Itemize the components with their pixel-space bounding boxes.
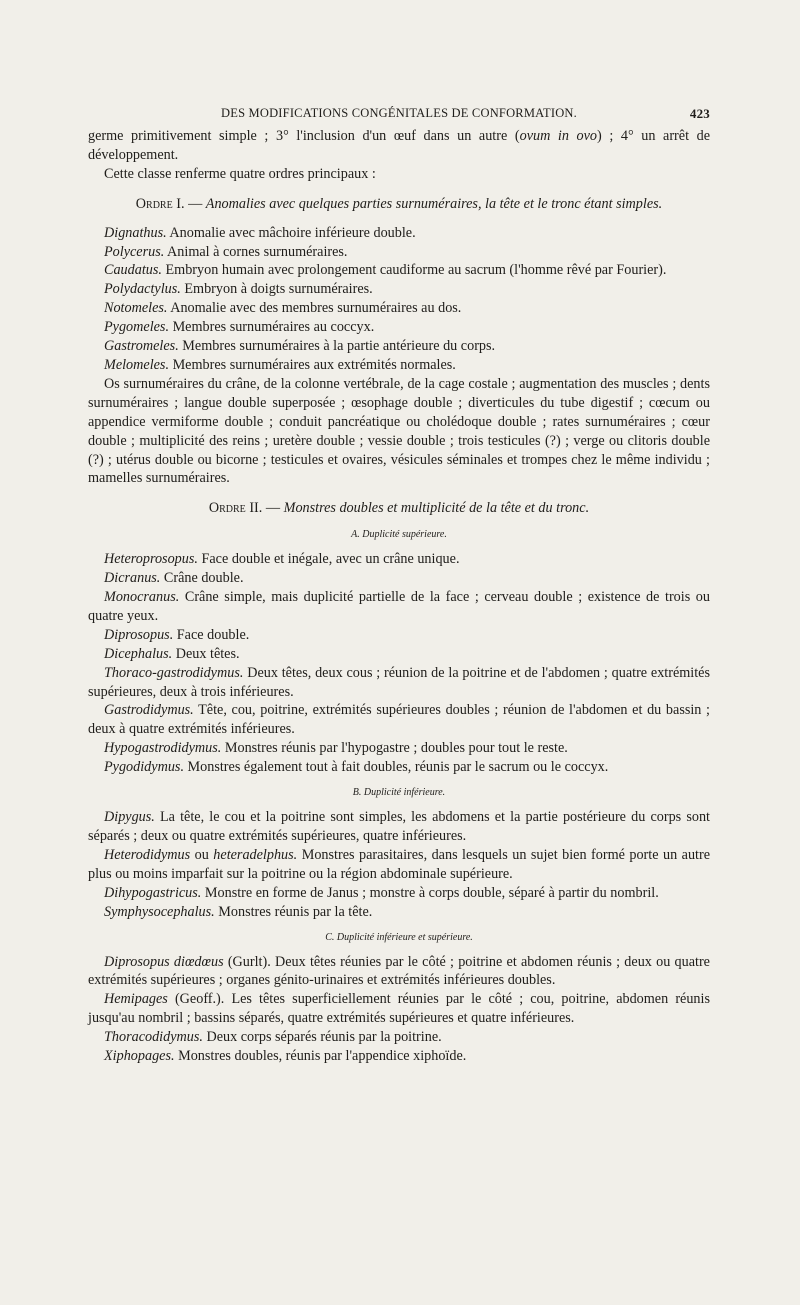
intro-line: Cette classe renferme quatre ordres principaux :: [104, 165, 376, 182]
text-body: [88, 127, 710, 1066]
list-item: Thoracodidymus. Deux corps séparés réunis par la poitrine.: [104, 1029, 442, 1046]
list-item: Caudatus. Embryon humain avec prolongement caudiforme au sacrum (l'homme rêvé par Fourier).: [104, 262, 667, 279]
list-item: Hypogastrodidymus. Monstres réunis par l'hypogastre ; doubles pour tout le reste.: [104, 740, 568, 757]
page-number: 423: [689, 106, 710, 121]
list-item: Symphysocephalus. Monstres réunis par la tête.: [104, 903, 373, 920]
list-item: Pygodidymus. Monstres également tout à fait doubles, réunis par le sacrum ou le coccyx.: [104, 759, 609, 776]
list-item: Hemipages (Geoff.). Les têtes superficiellement réunies par le côté ; cou, poitrine, abdomen réunis jusqu'au nombril ; bassins séparés, quatre extrémités supérieures et quatre inférieures.: [88, 991, 710, 1027]
list-item: Notomeles. Anomalie avec des membres surnuméraires au dos.: [104, 300, 462, 317]
order-1-list: [88, 224, 710, 375]
list-item: Dignathus. Anomalie avec mâchoire inférieure double.: [104, 224, 416, 241]
section-c-list: [88, 953, 710, 1066]
list-item: Thoraco-gastrodidymus. Deux têtes, deux cous ; réunion de la poitrine et de l'abdomen ; quatre extrémités supérieures, deux à trois inférieures.: [88, 664, 710, 700]
section-a-heading: A. Duplicité supérieure.: [351, 529, 447, 541]
list-item: Gastromeles. Membres surnuméraires à la partie antérieure du corps.: [104, 338, 496, 355]
list-item: Polydactylus. Embryon à doigts surnuméraires.: [104, 281, 373, 298]
list-item: Polycerus. Animal à cornes surnuméraires.: [104, 243, 348, 260]
list-item: Heteroprosopus. Face double et inégale, avec un crâne unique.: [104, 551, 460, 568]
list-item: Dipygus. La tête, le cou et la poitrine sont simples, les abdomens et la partie postérieure du corps sont séparés ; deux ou quatre extrémités supérieures, quatre inférieures.: [88, 809, 710, 844]
list-item: Pygomeles. Membres surnuméraires au coccyx.: [104, 319, 375, 336]
list-item: Diprosopus. Face double.: [104, 626, 250, 643]
order-heading-1: Ordre I. — Anomalies avec quelques parties surnuméraires, la tête et le tronc étant simples.: [135, 195, 663, 212]
section-b-list: [88, 808, 710, 921]
section-a-list: [88, 550, 710, 777]
list-item: Monocranus. Crâne simple, mais duplicité partielle de la face ; cerveau double ; existence de trois ou quatre yeux.: [88, 589, 710, 624]
surnumerary-paragraph: Os surnuméraires du crâne, de la colonne vertébrale, de la cage costale ; augmentation des muscles ; dents surnuméraires ; langue double superposée ; œsophage double ; diverticules du tube digestif ; cœcum ou appendice vermiforme double ; conduit pancréatique ou cholédoque double ; rates surnuméraires ; cœur double ; multiplicité des reins ; uretère double ; vessie double ; trois testicules (?) ; verge ou clitoris double (?) ; utérus double ou bicorne ; testicules et ovaires, vésicules séminales et trompes chez le même individu ; mamelles surnuméraires.: [88, 375, 710, 487]
running-header: [88, 106, 710, 126]
list-item: Heterodidymus ou heteradelphus. Monstres parasitaires, dans lesquels un sujet bien formé porte un autre plus ou moins imparfait sur la poitrine ou la région abdominale supérieure.: [88, 846, 710, 882]
list-item: Gastrodidymus. Tête, cou, poitrine, extrémités supérieures doubles ; réunion de l'abdomen et du bassin ; deux à quatre extrémités inférieures.: [88, 702, 710, 738]
list-item: Dicephalus. Deux têtes.: [104, 645, 240, 662]
order-heading-2: Ordre II. — Monstres doubles et multiplicité de la tête et du tronc.: [208, 500, 590, 517]
list-item: Xiphopages. Monstres doubles, réunis par l'appendice xiphoïde.: [104, 1048, 467, 1065]
section-c-heading: C. Duplicité inférieure et supérieure.: [325, 931, 473, 943]
list-item: Melomeles. Membres surnuméraires aux extrémités normales.: [104, 356, 456, 373]
section-b-heading: B. Duplicité inférieure.: [352, 787, 446, 799]
running-title: DES MODIFICATIONS CONGÉNITALES DE CONFORMATION.: [221, 106, 577, 120]
intro-paragraph: germe primitivement simple ; 3° l'inclusion d'un œuf dans un autre (ovum in ovo) ; 4° un arrêt de développement.: [88, 128, 710, 163]
list-item: Dicranus. Crâne double.: [104, 570, 244, 587]
list-item: Dihypogastricus. Monstre en forme de Janus ; monstre à corps double, séparé à partir du nombril.: [104, 884, 659, 901]
list-item: Diprosopus diœdœus (Gurlt). Deux têtes réunies par le côté ; poitrine et abdomen réunis ; deux ou quatre extrémités supérieures ; organes génito-urinaires et extrémités inférieures doubles.: [88, 953, 710, 989]
